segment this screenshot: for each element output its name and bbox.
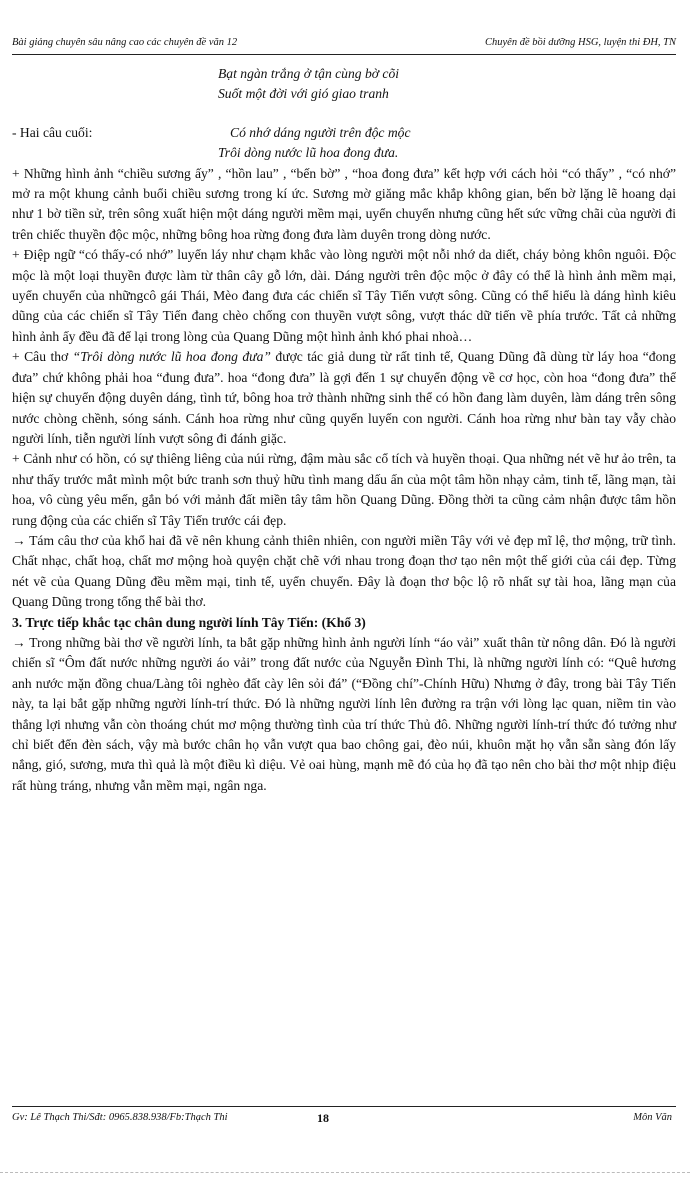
paragraph-1: + Những hình ảnh “chiều sương ấy” , “hồn lau” , “bến bờ” , “hoa đong đưa” kết hợp với cách hỏi “có thấy” , “có nhớ” mở ra một khung cảnh buổi chiều sương trong kí ức. Sương mờ giăng mắc khắp không gian, bến bờ lặng lẽ hoang dại như 1 bờ tiền sử, trên sông xuất hiện một dáng người mềm mại, uyển chuyển nhưng cũng hết sức vững chãi của người đi trên chiếc thuyền độc mộc, những bông hoa rừng đong đưa làm duyên trong dòng nước. xyxy=(12,165,676,242)
footer-author: Gv: Lê Thạch Thi/Sđt: 0965.838.938/Fb:Thạch Thi xyxy=(12,1112,228,1123)
footer-subject: Môn Văn xyxy=(633,1112,672,1123)
header-right-text: Chuyên đề bồi dưỡng HSG, luyện thi ĐH, TN xyxy=(485,37,676,48)
paragraph-3: + Câu thơ “Trôi dòng nước lũ hoa đong đưa” được tác giả dung từ rất tinh tế, Quang Dũng đã dùng từ láy hoa “đong đưa” chứ không phải hoa “đung đưa”. hoa “đong đưa” là gợi đến 1 sự chuyển động về cơ học, còn hoa “đong đưa” thể hiện sự chuyển động duyên dáng, tình tứ, bông hoa trở thành những sinh thể có hồn đang làm duyên, làm dáng trên sông nước chòng chềnh, sóng sánh. Cánh hoa rừng như cũng quyến luyến con người. Cánh hoa rừng như bàn tay vẫy chào người lính, tiễn người lính vượt sông đi đánh giặc. xyxy=(12,349,676,446)
paragraph-6: → Trong những bài thơ về người lính, ta bắt gặp những hình ảnh người lính “áo vải” xuất thân từ nông dân. Đó là người chiến sĩ “Ôm đất nước những người áo vải” trong đất nước của Nguyễn Đình Thi, là những người lính có: “Quê hương anh nước mặn đồng chua/Làng tôi nghèo đất cày lên sỏi đá” (“Đồng chí”-Chính Hữu) Nhưng ở đây, trong bài Tây Tiến này, ta lại bắt gặp những người lính-trí thức. Đó là những người lính lên đường ra trận với lòng lạc quan, niềm tin vào thắng lợi nhưng vẫn còn thoáng chút mơ mộng thường tình của trí thức Thủ đô. Những người lính-trí thức đó tưởng như chỉ biết đến đèn sách, vậy mà bước chân họ vẫn vượt qua bao chông gai, đèo núi, khuôn mặt họ vẫn sẵn sàng đón lấy nắng, gió, sương, mưa thì quả là một điều kì diệu. Vẻ oai hùng, mạnh mẽ đó của họ đã tạo nên cho bài thơ một nhịp điệu rất hùng tráng, nhưng vẫn mềm mại, ngân nga. xyxy=(12,634,676,793)
header-left-text: Bài giảng chuyên sâu nâng cao các chuyên đề văn 12 xyxy=(12,37,238,48)
page-bottom-divider xyxy=(0,1172,690,1173)
quoted-poem-line: “Trôi dòng nước lũ hoa đong đưa” xyxy=(72,349,271,365)
section-heading: 3. Trực tiếp khắc tạc chân dung người lính Tây Tiến: (Khổ 3) xyxy=(12,614,366,630)
paragraph-5: → Tám câu thơ của khổ hai đã vẽ nên khung cảnh thiên nhiên, con người miền Tây với vẻ đẹp mĩ lệ, thơ mộng, trữ tình. Chất nhạc, chất hoạ, chất mơ mộng hoà quyện chặt chẽ với nhau trong đoạn thơ tạo nên một thế giới của cái đẹp. Từng nét vẽ của Quang Dũng đều mềm mại, tinh tế, uyển chuyển. Đây là đoạn thơ bộc lộ rõ nhất sự tài hoa, lãng mạn của Quang Dũng trong tổng thể bài thơ. xyxy=(12,532,676,610)
paragraph-4: + Cảnh như có hồn, có sự thiêng liêng của núi rừng, đậm màu sắc cổ tích và huyền thoại. Qua những nét vẽ hư ảo trên, ta như thấy trước mắt mình một bức tranh sơn thuỷ hữu tình mang dấu ấn của một tâm hồn nhạy cảm, tinh tế, lãng mạn, tài hoa, vô cùng yêu mến, gắn bó với mảnh đất miền tây tâm hồn Quang Dũng. Đồng thời ta cũng cảm nhận được tâm hồn rung động của các chiến sĩ Tây Tiến trước cái đẹp. xyxy=(12,451,676,528)
poem-line: Suốt một đời với gió giao tranh xyxy=(218,86,389,102)
page-content xyxy=(12,64,676,796)
page-footer xyxy=(12,1106,676,1127)
hai-cau-cuoi-label: - Hai câu cuối: xyxy=(12,124,93,140)
page-number: 18 xyxy=(317,1111,329,1125)
hai-cau-cuoi-row xyxy=(12,123,676,143)
page-header xyxy=(12,34,676,55)
paragraph-2: + Điệp ngữ “có thấy-có nhớ” luyến láy như chạm khắc vào lòng người một nỗi nhớ da diết, cháy bỏng khôn nguôi. Độc mộc là một loại thuyền được làm từ thân cây gỗ lớn, dài. Dáng người trên độc mộc ở đây có thể là hình ảnh mềm mại, uyển chuyển của nhữngcô gái Thái, Mèo đang đưa các chiến sĩ Tây Tiến vượt sông. Cũng có thể hiểu là dáng hình kiêu dũng của các chiến sĩ Tây Tiến đang chèo chống con thuyền vượt sông, vượt thác dữ tiến về phía trước. Tất cả những hình ảnh ấy đều đã để lại trong lòng của Quang Dũng một hình ảnh khó phai nhoà… xyxy=(12,247,676,344)
poem-line: Có nhớ dáng người trên độc mộc xyxy=(230,124,411,140)
poem-line: Trôi dòng nước lũ hoa đong đưa. xyxy=(218,145,399,161)
spacer xyxy=(12,105,676,123)
poem-line: Bạt ngàn trắng ở tận cùng bờ cõi xyxy=(218,66,400,81)
